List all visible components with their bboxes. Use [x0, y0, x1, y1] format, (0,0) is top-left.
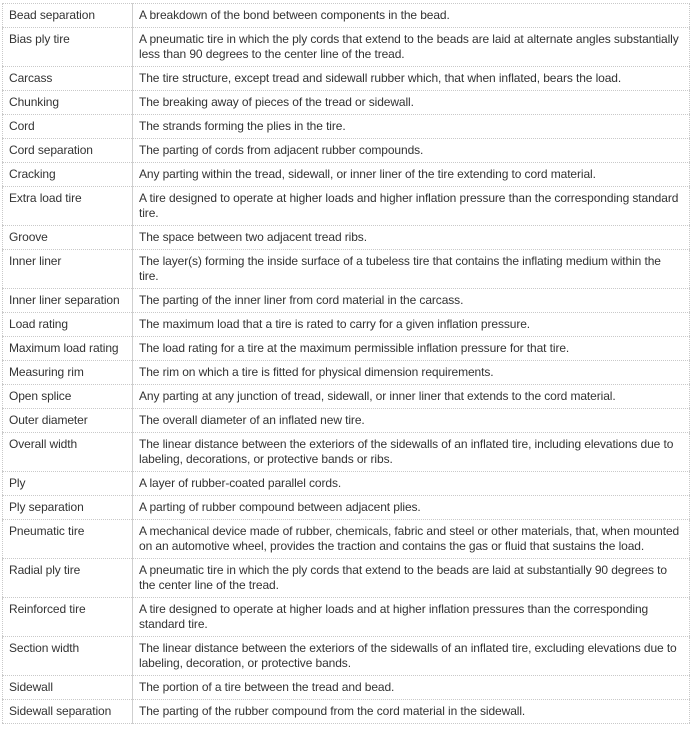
definition-cell: The portion of a tire between the tread and bead.: [133, 676, 690, 700]
table-row: [3, 496, 690, 520]
glossary-table-body: [3, 4, 690, 724]
definition-cell: A mechanical device made of rubber, chemicals, fabric and steel or other materials, that, when mounted on an automotive wheel, provides the traction and contains the gas or fluid that sustains the load.: [133, 520, 690, 559]
term-cell: Open splice: [3, 385, 133, 409]
table-row: [3, 226, 690, 250]
table-row: [3, 409, 690, 433]
table-row: [3, 676, 690, 700]
definition-cell: A tire designed to operate at higher loads and higher inflation pressure than the corresponding standard tire.: [133, 187, 690, 226]
table-row: [3, 91, 690, 115]
definition-cell: A tire designed to operate at higher loads and at higher inflation pressures than the corresponding standard tire.: [133, 598, 690, 637]
definition-cell: The rim on which a tire is fitted for physical dimension requirements.: [133, 361, 690, 385]
definition-cell: A pneumatic tire in which the ply cords that extend to the beads are laid at substantially 90 degrees to the center line of the tread.: [133, 559, 690, 598]
definition-cell: The linear distance between the exteriors of the sidewalls of an inflated tire, excluding elevations due to labeling, decoration, or protective bands.: [133, 637, 690, 676]
table-row: [3, 472, 690, 496]
definition-cell: A breakdown of the bond between components in the bead.: [133, 4, 690, 28]
table-row: [3, 598, 690, 637]
table-row: [3, 187, 690, 226]
table-row: [3, 520, 690, 559]
definition-cell: The strands forming the plies in the tire.: [133, 115, 690, 139]
table-row: [3, 385, 690, 409]
definition-cell: A parting of rubber compound between adjacent plies.: [133, 496, 690, 520]
term-cell: Bias ply tire: [3, 28, 133, 67]
term-cell: Inner liner separation: [3, 289, 133, 313]
term-cell: Overall width: [3, 433, 133, 472]
glossary-table: [2, 3, 690, 724]
definition-cell: Any parting within the tread, sidewall, or inner liner of the tire extending to cord material.: [133, 163, 690, 187]
definition-cell: The parting of cords from adjacent rubber compounds.: [133, 139, 690, 163]
term-cell: Carcass: [3, 67, 133, 91]
definition-cell: A pneumatic tire in which the ply cords that extend to the beads are laid at alternate angles substantially less than 90 degrees to the center line of the tread.: [133, 28, 690, 67]
term-cell: Load rating: [3, 313, 133, 337]
definition-cell: The tire structure, except tread and sidewall rubber which, that when inflated, bears the load.: [133, 67, 690, 91]
definition-cell: The load rating for a tire at the maximum permissible inflation pressure for that tire.: [133, 337, 690, 361]
term-cell: Section width: [3, 637, 133, 676]
table-row: [3, 67, 690, 91]
term-cell: Measuring rim: [3, 361, 133, 385]
term-cell: Radial ply tire: [3, 559, 133, 598]
term-cell: Bead separation: [3, 4, 133, 28]
definition-cell: Any parting at any junction of tread, sidewall, or inner liner that extends to the cord material.: [133, 385, 690, 409]
term-cell: Sidewall: [3, 676, 133, 700]
table-row: [3, 637, 690, 676]
term-cell: Groove: [3, 226, 133, 250]
table-row: [3, 115, 690, 139]
definition-cell: The parting of the rubber compound from the cord material in the sidewall.: [133, 700, 690, 724]
table-row: [3, 4, 690, 28]
table-row: [3, 337, 690, 361]
definition-cell: The parting of the inner liner from cord material in the carcass.: [133, 289, 690, 313]
term-cell: Ply: [3, 472, 133, 496]
table-row: [3, 559, 690, 598]
term-cell: Ply separation: [3, 496, 133, 520]
table-row: [3, 433, 690, 472]
definition-cell: The maximum load that a tire is rated to carry for a given inflation pressure.: [133, 313, 690, 337]
term-cell: Maximum load rating: [3, 337, 133, 361]
term-cell: Pneumatic tire: [3, 520, 133, 559]
term-cell: Cord: [3, 115, 133, 139]
table-row: [3, 163, 690, 187]
term-cell: Cord separation: [3, 139, 133, 163]
table-row: [3, 250, 690, 289]
term-cell: Outer diameter: [3, 409, 133, 433]
definition-cell: The space between two adjacent tread ribs.: [133, 226, 690, 250]
definition-cell: The linear distance between the exteriors of the sidewalls of an inflated tire, including elevations due to labeling, decorations, or protective bands or ribs.: [133, 433, 690, 472]
definition-cell: The layer(s) forming the inside surface of a tubeless tire that contains the inflating medium within the tire.: [133, 250, 690, 289]
table-row: [3, 361, 690, 385]
table-row: [3, 289, 690, 313]
term-cell: Extra load tire: [3, 187, 133, 226]
term-cell: Chunking: [3, 91, 133, 115]
definition-cell: The breaking away of pieces of the tread or sidewall.: [133, 91, 690, 115]
table-row: [3, 700, 690, 724]
term-cell: Inner liner: [3, 250, 133, 289]
table-row: [3, 139, 690, 163]
term-cell: Sidewall separation: [3, 700, 133, 724]
definition-cell: The overall diameter of an inflated new tire.: [133, 409, 690, 433]
definition-cell: A layer of rubber-coated parallel cords.: [133, 472, 690, 496]
table-row: [3, 313, 690, 337]
term-cell: Cracking: [3, 163, 133, 187]
term-cell: Reinforced tire: [3, 598, 133, 637]
table-row: [3, 28, 690, 67]
